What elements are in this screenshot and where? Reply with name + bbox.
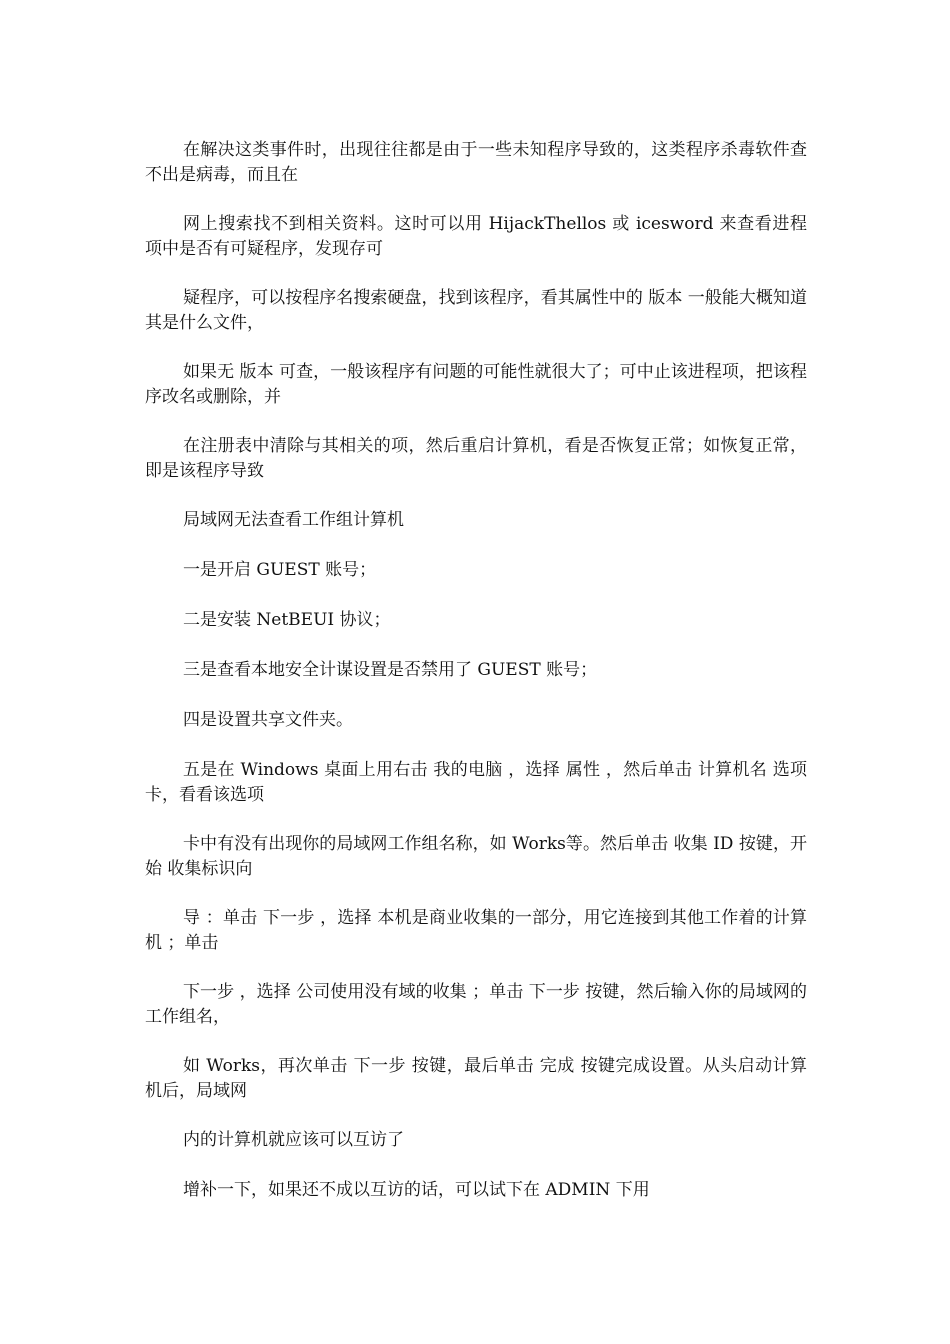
paragraph: 如果无 版本 可查，一般该程序有问题的可能性就很大了；可中止该进程项，把该程序改名或删除，并 xyxy=(145,362,807,407)
paragraph: 疑程序，可以按程序名搜索硬盘，找到该程序，看其属性中的 版本 一般能大概知道其是什么文件， xyxy=(145,288,807,333)
paragraph: 四是设置共享文件夹。 xyxy=(183,710,353,730)
document-body xyxy=(145,138,807,1228)
paragraph: 网上搜索找不到相关资料。这时可以用 HijackThellos 或 icesword 来查看进程项中是否有可疑程序，发现存可 xyxy=(145,214,807,259)
section-heading: 局域网无法查看工作组计算机 xyxy=(183,510,404,530)
paragraph: 如 Works，再次单击 下一步 按键，最后单击 完成 按键完成设置。从头启动计算机后，局域网 xyxy=(145,1056,807,1101)
paragraph: 五是在 Windows 桌面上用右击 我的电脑 ，选择 属性 ，然后单击 计算机名 选项卡，看看该选项 xyxy=(145,760,807,805)
paragraph: 在解决这类事件时，出现往往都是由于一些未知程序导致的，这类程序杀毒软件查不出是病毒，而且在 xyxy=(145,140,807,185)
paragraph: 内的计算机就应该可以互访了 xyxy=(183,1130,404,1150)
paragraph: 卡中有没有出现你的局域网工作组名称，如 Works等。然后单击 收集 ID 按键，开始 收集标识向 xyxy=(145,834,807,879)
paragraph: 一是开启 GUEST 账号； xyxy=(183,560,377,580)
paragraph: 增补一下，如果还不成以互访的话，可以试下在 ADMIN 下用 xyxy=(183,1180,650,1200)
paragraph: 下一步 ，选择 公司使用没有域的收集 ；单击 下一步 按键，然后输入你的局域网的工作组名， xyxy=(145,982,807,1027)
paragraph: 二是安装 NetBEUI 协议； xyxy=(183,610,391,630)
paragraph: 三是查看本地安全计谋设置是否禁用了 GUEST 账号； xyxy=(183,660,598,680)
paragraph: 在注册表中清除与其相关的项，然后重启计算机，看是否恢复正常；如恢复正常，即是该程序导致 xyxy=(145,436,807,481)
paragraph: 导 ：单击 下一步 ，选择 本机是商业收集的一部分，用它连接到其他工作着的计算机 ；单击 xyxy=(145,908,807,953)
